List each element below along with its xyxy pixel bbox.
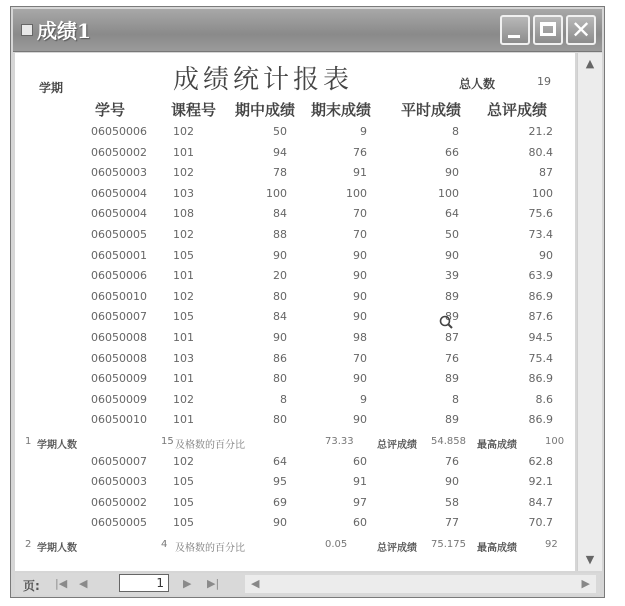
cell-final: 98	[353, 331, 367, 344]
summary-max-label: 最高成绩	[477, 440, 517, 451]
summary-count-value: 15	[161, 436, 174, 447]
summary-max-value: 100	[545, 436, 565, 447]
cell-final: 90	[353, 289, 367, 303]
cell-midterm: 90	[273, 331, 287, 344]
cell-regular: 90	[445, 166, 459, 180]
cell-student-id: 06050004	[91, 186, 147, 200]
cell-course-id: 105	[173, 475, 194, 489]
summary-max-value: 92	[545, 539, 558, 550]
cell-regular: 58	[445, 495, 459, 509]
cell-midterm: 50	[273, 125, 287, 138]
column-header-overall: 总评成绩	[487, 101, 548, 119]
cell-overall: 92.1	[528, 475, 553, 489]
cell-midterm: 90	[273, 516, 287, 530]
cell-course-id: 108	[173, 207, 194, 221]
cell-student-id: 06050008	[91, 351, 147, 365]
cell-course-id: 101	[173, 413, 194, 427]
cell-final: 9	[360, 392, 367, 406]
cell-overall: 87	[539, 166, 553, 180]
cell-student-id: 06050003	[91, 166, 147, 180]
column-header-regular: 平时成绩	[401, 101, 462, 119]
cell-midterm: 100	[266, 186, 287, 200]
cell-overall: 80.4	[528, 145, 553, 159]
cell-midterm: 84	[273, 310, 287, 324]
summary-term-number: 1	[25, 436, 32, 447]
cell-final: 70	[353, 228, 367, 241]
window-menu-icon[interactable]	[21, 24, 33, 36]
cell-course-id: 105	[173, 516, 194, 530]
cell-final: 91	[353, 166, 367, 180]
cell-overall: 70.7	[528, 516, 553, 530]
cell-student-id: 06050002	[91, 145, 147, 159]
page-number-input[interactable]: 1	[119, 574, 169, 592]
cell-regular: 64	[445, 207, 459, 221]
cell-student-id: 06050006	[91, 125, 147, 138]
cell-student-id: 06050006	[91, 269, 147, 283]
cell-overall: 75.4	[528, 351, 553, 365]
cell-midterm: 8	[280, 392, 287, 406]
summary-term-number: 2	[25, 539, 32, 550]
cell-midterm: 86	[273, 351, 287, 365]
cell-final: 90	[353, 413, 367, 427]
column-header-midterm: 期中成绩	[235, 101, 296, 119]
cell-course-id: 101	[173, 331, 194, 344]
cell-midterm: 95	[273, 475, 287, 489]
cell-overall: 21.2	[528, 125, 553, 138]
cell-midterm: 64	[273, 454, 287, 468]
scroll-right-icon[interactable]: ▶	[581, 577, 590, 590]
cell-course-id: 105	[173, 310, 194, 324]
next-page-icon[interactable]: ▶	[183, 577, 192, 590]
cell-overall: 63.9	[528, 269, 553, 283]
cell-course-id: 101	[173, 269, 194, 283]
summary-count-label: 学期人数	[37, 440, 77, 451]
cell-regular: 89	[445, 413, 459, 427]
summary-count-value: 4	[161, 539, 168, 550]
summary-avg-value: 54.858	[431, 436, 466, 447]
cell-overall: 86.9	[528, 413, 553, 427]
cell-student-id: 06050010	[91, 413, 147, 427]
cell-final: 90	[353, 372, 367, 386]
cell-final: 97	[353, 495, 367, 509]
cell-final: 60	[353, 516, 367, 530]
cell-overall: 84.7	[528, 495, 553, 509]
cell-student-id: 06050008	[91, 331, 147, 344]
cell-regular: 100	[438, 186, 459, 200]
cell-final: 70	[353, 351, 367, 365]
cell-regular: 76	[445, 351, 459, 365]
cell-regular: 89	[445, 310, 459, 324]
cell-student-id: 06050007	[91, 310, 147, 324]
first-page-icon[interactable]: |◀	[55, 577, 68, 590]
cell-final: 90	[353, 248, 367, 262]
maximize-icon	[540, 22, 556, 36]
cell-final: 76	[353, 145, 367, 159]
cell-overall: 8.6	[535, 392, 553, 406]
cell-regular: 8	[452, 125, 459, 138]
cell-regular: 89	[445, 372, 459, 386]
cell-regular: 89	[445, 289, 459, 303]
report-content	[15, 53, 575, 571]
close-icon: ✕	[570, 16, 592, 44]
cell-student-id: 06050009	[91, 372, 147, 386]
cell-regular: 87	[445, 331, 459, 344]
summary-count-label: 学期人数	[37, 543, 77, 554]
scroll-up-icon[interactable]: ▲	[585, 57, 595, 70]
cell-overall: 73.4	[528, 228, 553, 241]
window-title: 成绩1	[37, 19, 91, 43]
cell-final: 9	[360, 125, 367, 138]
cell-course-id: 102	[173, 392, 194, 406]
cell-overall: 86.9	[528, 289, 553, 303]
cell-midterm: 94	[273, 145, 287, 159]
column-header-student-id: 学号	[95, 101, 126, 119]
cell-overall: 75.6	[528, 207, 553, 221]
total-count-label: 总人数	[459, 77, 496, 91]
summary-avg-label: 总评成绩	[377, 440, 417, 451]
cell-student-id: 06050007	[91, 454, 147, 468]
cell-course-id: 101	[173, 145, 194, 159]
cell-regular: 77	[445, 516, 459, 530]
cell-final: 60	[353, 454, 367, 468]
column-header-course-id: 课程号	[171, 101, 217, 119]
cell-midterm: 80	[273, 289, 287, 303]
close-button[interactable]	[566, 15, 596, 45]
summary-avg-value: 75.175	[431, 539, 466, 550]
column-header-final: 期末成绩	[311, 101, 372, 119]
cell-overall: 100	[532, 186, 553, 200]
prev-page-icon[interactable]: ◀	[79, 577, 88, 590]
cell-regular: 90	[445, 248, 459, 262]
last-page-icon[interactable]: ▶|	[207, 577, 220, 590]
cell-midterm: 69	[273, 495, 287, 509]
cell-course-id: 103	[173, 351, 194, 365]
page-label: 页:	[23, 579, 40, 593]
cell-midterm: 84	[273, 207, 287, 221]
cell-overall: 94.5	[528, 331, 553, 344]
cell-midterm: 90	[273, 248, 287, 262]
cell-student-id: 06050005	[91, 516, 147, 530]
cell-overall: 90	[539, 248, 553, 262]
cell-overall: 87.6	[528, 310, 553, 324]
cell-regular: 76	[445, 454, 459, 468]
cell-regular: 8	[452, 392, 459, 406]
cell-regular: 39	[445, 269, 459, 283]
horizontal-scrollbar[interactable]	[245, 575, 596, 593]
cell-student-id: 06050009	[91, 392, 147, 406]
vertical-scrollbar[interactable]	[577, 53, 602, 571]
cell-course-id: 102	[173, 125, 194, 138]
report-title: 成绩统计报表	[173, 65, 354, 95]
cell-final: 90	[353, 310, 367, 324]
summary-pass-label: 及格数的百分比	[175, 440, 245, 451]
cell-student-id: 06050003	[91, 475, 147, 489]
cell-course-id: 102	[173, 228, 194, 241]
cell-final: 70	[353, 207, 367, 221]
cell-student-id: 06050004	[91, 207, 147, 221]
cell-course-id: 102	[173, 454, 194, 468]
cell-course-id: 102	[173, 289, 194, 303]
report-window	[10, 6, 605, 598]
cell-midterm: 78	[273, 166, 287, 180]
cell-midterm: 80	[273, 413, 287, 427]
cell-course-id: 102	[173, 166, 194, 180]
cell-midterm: 20	[273, 269, 287, 283]
summary-max-label: 最高成绩	[477, 543, 517, 554]
cell-regular: 66	[445, 145, 459, 159]
cell-student-id: 06050001	[91, 248, 147, 262]
minimize-icon	[508, 35, 520, 38]
cell-overall: 86.9	[528, 372, 553, 386]
magnifier-cursor-icon	[439, 315, 453, 329]
total-count-value: 19	[537, 75, 551, 88]
cell-overall: 62.8	[528, 454, 553, 468]
summary-pass-value: 73.33	[325, 436, 354, 447]
cell-final: 100	[346, 186, 367, 200]
maximize-button[interactable]	[533, 15, 563, 45]
scroll-left-icon[interactable]: ◀	[251, 577, 260, 590]
cell-final: 90	[353, 269, 367, 283]
cell-final: 91	[353, 475, 367, 489]
cell-regular: 90	[445, 475, 459, 489]
cell-student-id: 06050005	[91, 228, 147, 241]
cell-course-id: 103	[173, 186, 194, 200]
minimize-button[interactable]	[500, 15, 530, 45]
summary-pass-label: 及格数的百分比	[175, 543, 245, 554]
cell-regular: 50	[445, 228, 459, 241]
cell-student-id: 06050010	[91, 289, 147, 303]
summary-avg-label: 总评成绩	[377, 543, 417, 554]
cell-midterm: 88	[273, 228, 287, 241]
cell-course-id: 101	[173, 372, 194, 386]
page-navigation-bar	[15, 573, 600, 595]
cell-course-id: 105	[173, 248, 194, 262]
cell-student-id: 06050002	[91, 495, 147, 509]
cell-midterm: 80	[273, 372, 287, 386]
cell-course-id: 105	[173, 495, 194, 509]
term-header-label: 学期	[39, 81, 64, 95]
scroll-down-icon[interactable]: ▼	[585, 553, 595, 566]
title-bar[interactable]	[13, 9, 602, 52]
summary-pass-value: 0.05	[325, 539, 348, 550]
